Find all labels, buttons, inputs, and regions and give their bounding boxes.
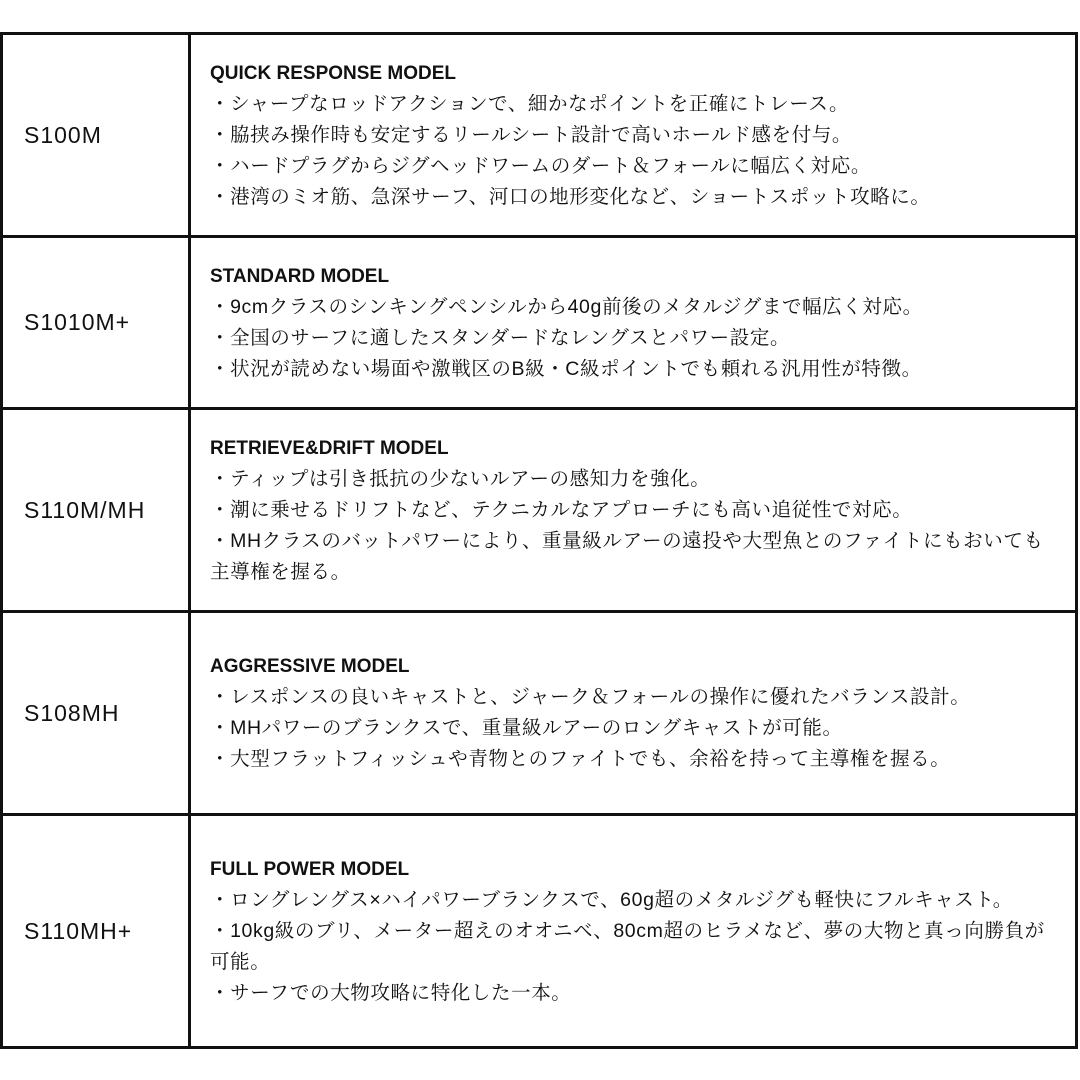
model-name: S100M <box>3 35 191 235</box>
model-description <box>191 35 1075 235</box>
feature-line: ・レスポンスの良いキャストと、ジャーク＆フォールの操作に優れたバランス設計。 <box>210 686 971 708</box>
model-type-title: RETRIEVE&DRIFT MODEL <box>210 437 449 459</box>
model-type-title: QUICK RESPONSE MODEL <box>210 62 456 84</box>
feature-line: ・10kg級のブリ、メーター超えのオオニベ、80cm超のヒラメなど、夢の大物と真っ向勝負が可能。 <box>210 919 1045 973</box>
model-description <box>191 816 1075 1046</box>
table-row <box>3 410 1075 613</box>
table-row <box>3 816 1075 1046</box>
feature-line: ・大型フラットフィッシュや青物とのファイトでも、余裕を持って主導権を握る。 <box>210 748 951 770</box>
table-row <box>3 613 1075 816</box>
feature-line: ・ハードプラグからジグヘッドワームのダート＆フォールに幅広く対応。 <box>210 154 871 177</box>
feature-line: ・ティップは引き抵抗の少ないルアーの感知力を強化。 <box>210 467 711 490</box>
table-row <box>3 35 1075 238</box>
model-type-title: FULL POWER MODEL <box>210 858 410 880</box>
model-type-title: STANDARD MODEL <box>210 265 390 287</box>
feature-line: ・MHパワーのブランクスで、重量級ルアーのロングキャストが可能。 <box>210 717 843 739</box>
feature-line: ・脇挟み操作時も安定するリールシート設計で高いホールド感を付与。 <box>210 123 852 146</box>
feature-line: ・状況が読めない場面や激戦区のB級・C級ポイントでも頼れる汎用性が特徴。 <box>210 357 922 380</box>
feature-line: ・サーフでの大物攻略に特化した一本。 <box>210 981 572 1004</box>
model-name: S108MH <box>3 613 191 813</box>
model-description <box>191 238 1075 407</box>
model-description <box>191 410 1075 610</box>
model-description <box>191 613 1075 813</box>
feature-line: ・シャープなロッドアクションで、細かなポイントを正確にトレース。 <box>210 92 850 115</box>
feature-line: ・全国のサーフに適したスタンダードなレングスとパワー設定。 <box>210 326 791 349</box>
feature-line: ・9cmクラスのシンキングペンシルから40g前後のメタルジグまで幅広く対応。 <box>210 295 923 318</box>
feature-line: ・MHクラスのバットパワーにより、重量級ルアーの遠投や大型魚とのファイトにもおいても主導権を握る。 <box>210 529 1044 583</box>
model-type-title: AGGRESSIVE MODEL <box>210 656 410 677</box>
model-name: S1010M+ <box>3 238 191 407</box>
table-row <box>3 238 1075 410</box>
model-name: S110MH+ <box>3 816 191 1046</box>
feature-line: ・潮に乗せるドリフトなど、テクニカルなアプローチにも高い追従性で対応。 <box>210 498 913 521</box>
feature-line: ・港湾のミオ筋、急深サーフ、河口の地形変化など、ショートスポット攻略に。 <box>210 185 931 208</box>
model-name: S110M/MH <box>3 410 191 610</box>
feature-line: ・ロングレングス×ハイパワーブランクスで、60g超のメタルジグも軽快にフルキャスト。 <box>210 888 1013 911</box>
model-spec-table <box>0 32 1078 1049</box>
